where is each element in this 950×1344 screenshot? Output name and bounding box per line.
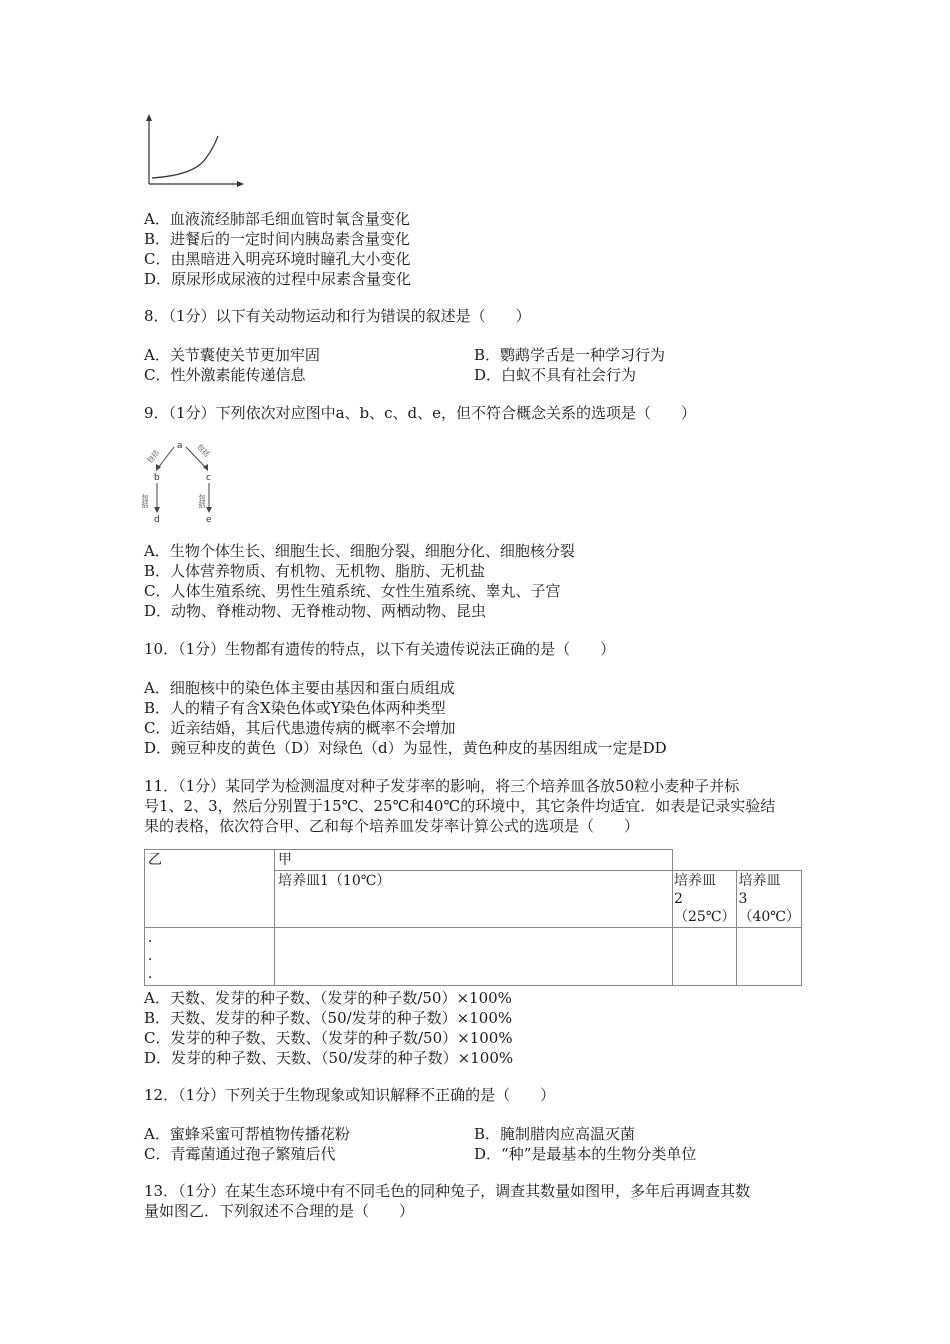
y-axis-arrow — [146, 114, 152, 121]
q11-stem-line-1: 11．（1分）某同学为检测温度对种子发芽率的影响，将三个培养皿各放50粒小麦种子并标 — [144, 777, 740, 795]
q9-option-b: B．人体营养物质、有机物、无机物、脂肪、无机盐 — [144, 562, 486, 580]
q9-option-c: C．人体生殖系统、男性生殖系统、女性生殖系统、睾丸、子宫 — [144, 582, 561, 600]
diagram-label-b: b — [154, 473, 160, 483]
q8-option-b: B．鹦鹉学舌是一种学习行为 — [474, 346, 666, 364]
q8-option-d: D．白蚁不具有社会行为 — [474, 366, 637, 384]
dot-3: ． — [148, 966, 162, 982]
table-cell-empty-2 — [673, 928, 737, 986]
x-axis-arrow — [237, 181, 244, 187]
dish2-line-1: 培养皿 — [674, 873, 716, 889]
q10-option-a: A．细胞核中的染色体主要由基因和蛋白质组成 — [144, 679, 455, 697]
q10-stem: 10．（1分）生物都有遗传的特点，以下有关遗传说法正确的是（ ） — [144, 640, 616, 658]
q9-concept-diagram — [136, 438, 226, 524]
table-cell-empty-3 — [737, 928, 802, 986]
dot-1: ． — [148, 930, 162, 946]
arrow-head-b-d — [154, 507, 160, 513]
q12-option-a: A．蜜蜂采蜜可帮植物传播花粉 — [144, 1125, 350, 1143]
q7-option-c: C．由黑暗进入明亮环境时瞳孔大小变化 — [144, 250, 411, 268]
q11-stem-line-3: 果的表格，依次符合甲、乙和每个培养皿发芽率计算公式的选项是（ ） — [144, 817, 640, 835]
table-header-yi: 乙 — [145, 850, 275, 928]
q7-curve-graph — [140, 112, 246, 190]
table-header-jia: 甲 — [275, 850, 673, 871]
q10-option-d: D．豌豆种皮的黄色（D）对绿色（d）为显性，黄色种皮的基因组成一定是DD — [144, 739, 667, 757]
diagram-label-c: c — [206, 473, 211, 483]
q7-option-d: D．原尿形成尿液的过程中尿素含量变化 — [144, 270, 412, 288]
dish2-line-2: 2（25℃） — [674, 891, 736, 925]
q10-option-b: B．人的精子有含X染色体或Y染色体两种类型 — [144, 699, 446, 717]
table-header-blank — [673, 850, 802, 871]
diagram-label-d: d — [154, 515, 160, 524]
table-cell-empty-1 — [275, 928, 673, 986]
diagram-text-left-top: 包括 — [145, 448, 161, 465]
q7-option-b: B．进餐后的一定时间内胰岛素含量变化 — [144, 230, 411, 248]
diagram-label-e: e — [206, 515, 212, 524]
table-cell-dish1: 培养皿1（10℃） — [275, 871, 673, 928]
q12-option-c: C．青霉菌通过孢子繁殖后代 — [144, 1145, 336, 1163]
arrow-head-c-e — [206, 507, 212, 513]
table-cell-dish3 — [737, 871, 802, 928]
diagram-text-right-bottom: 包括 — [198, 494, 206, 508]
q11-option-c: C．发芽的种子数、天数、（发芽的种子数/50）×100% — [144, 1029, 513, 1047]
q12-stem: 12．（1分）下列关于生物现象或知识解释不正确的是（ ） — [144, 1086, 556, 1104]
diagram-text-right-top: 包括 — [195, 442, 211, 459]
table-cell-dish2 — [673, 871, 737, 928]
arrow-a-b — [158, 447, 174, 468]
q13-stem-line-1: 13．（1分）在某生态环境中有不同毛色的同种兔子，调查其数量如图甲，多年后再调查其数 — [144, 1182, 751, 1200]
q9-option-d: D．动物、脊椎动物、无脊椎动物、两栖动物、昆虫 — [144, 602, 487, 620]
q11-option-d: D．发芽的种子数、天数、（50/发芽的种子数）×100% — [144, 1049, 514, 1067]
q9-option-a: A．生物个体生长、细胞生长、细胞分裂、细胞分化、细胞核分裂 — [144, 542, 575, 560]
q13-stem-line-2: 量如图乙．下列叙述不合理的是（ ） — [144, 1202, 415, 1220]
diagram-label-a: a — [177, 441, 183, 451]
q8-option-a: A．关节囊使关节更加牢固 — [144, 346, 320, 364]
dot-2: ． — [148, 948, 162, 964]
rising-curve — [152, 136, 218, 178]
q7-option-a: A．血液流经肺部毛细血管时氧含量变化 — [144, 210, 410, 228]
q8-stem: 8．（1分）以下有关动物运动和行为错误的叙述是（ ） — [144, 307, 531, 325]
q12-option-b: B．腌制腊肉应高温灭菌 — [474, 1125, 636, 1143]
q11-option-b: B．天数、发芽的种子数、（50/发芽的种子数）×100% — [144, 1009, 513, 1027]
dish3-line-2: 3（40℃） — [738, 891, 800, 925]
q8-option-c: C．性外激素能传递信息 — [144, 366, 306, 384]
q9-stem: 9．（1分）下列依次对应图中a、b、c、d、e，但不符合概念关系的选项是（ ） — [144, 404, 697, 422]
q11-record-table — [144, 849, 802, 986]
dish3-line-1: 培养皿 — [738, 873, 781, 889]
q10-option-c: C．近亲结婚，其后代患遗传病的概率不会增加 — [144, 719, 456, 737]
q11-option-a: A．天数、发芽的种子数、（发芽的种子数/50）×100% — [144, 989, 512, 1007]
q12-option-d: D．“种”是最基本的生物分类单位 — [474, 1145, 697, 1163]
table-cell-dots — [145, 928, 275, 986]
diagram-text-left-bottom: 包括 — [141, 494, 149, 508]
q11-stem-line-2: 号1、2、3，然后分别置于15℃、25℃和40℃的环境中，其它条件均适宜．如表是记录实验结 — [144, 797, 776, 815]
